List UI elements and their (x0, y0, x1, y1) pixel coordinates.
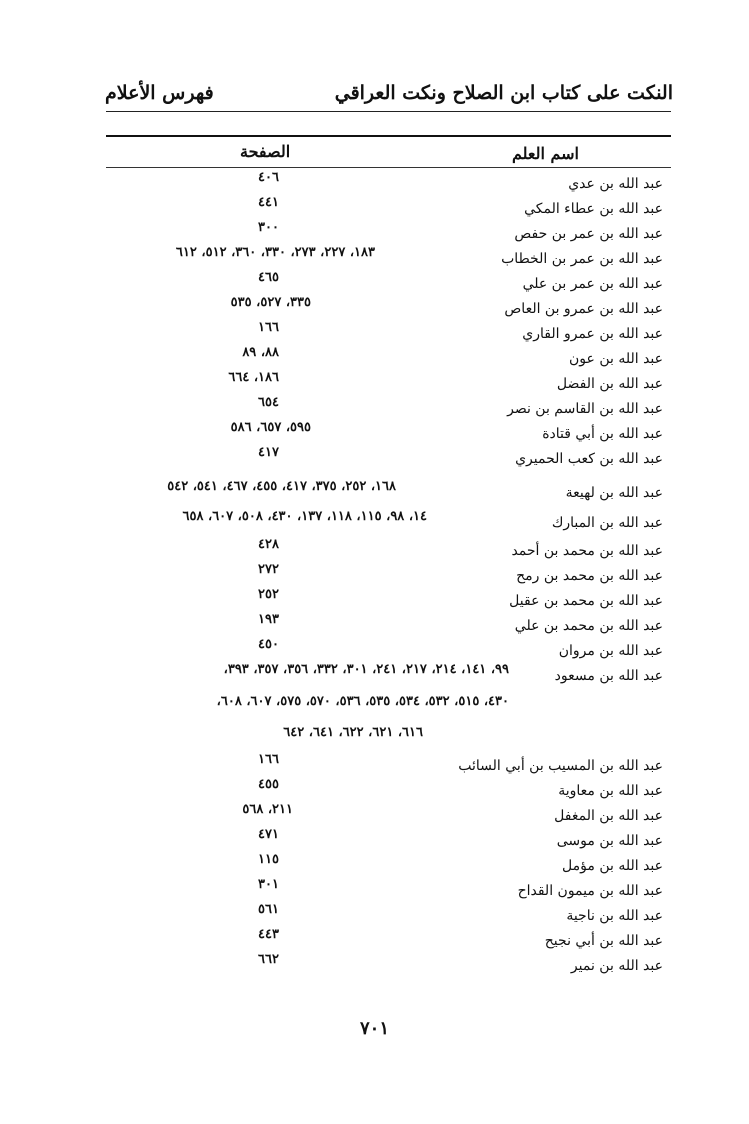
entry-name: عبد الله بن ناجية (566, 908, 663, 924)
table-row (0, 662, 749, 690)
table-row (0, 445, 749, 473)
table-row (0, 345, 749, 373)
entry-pages: ١٦٨، ٢٥٢، ٣٧٥، ٤١٧، ٤٥٥، ٤٦٧، ٥٤١، ٥٤٢ (167, 479, 396, 494)
table-row (0, 395, 749, 423)
entry-pages: ٥٦١ (258, 902, 279, 917)
table-row (0, 245, 749, 273)
running-header-section-title: فهرس الأعلام (105, 82, 214, 104)
entry-name: عبد الله بن لهيعة (565, 485, 663, 501)
table-row (0, 827, 749, 855)
entry-pages: ٣٠٠ (258, 220, 279, 235)
entry-name: عبد الله بن موسى (556, 833, 663, 849)
entry-name: عبد الله بن أبي نجيح (544, 933, 663, 949)
entry-pages: ١٦٦ (258, 320, 279, 335)
table-header-rule (106, 167, 671, 168)
table-row (0, 295, 749, 323)
table-row (0, 752, 749, 780)
entry-name: عبد الله بن عمر بن الخطاب (501, 251, 663, 267)
table-row (0, 802, 749, 830)
entry-pages: ٨٨، ٨٩ (242, 345, 279, 360)
table-row (0, 852, 749, 880)
entry-pages: ١٦٦ (258, 752, 279, 767)
entry-pages: ٤٤١ (258, 195, 279, 210)
entry-pages: ٤٣٠، ٥١٥، ٥٣٢، ٥٣٤، ٥٣٥، ٥٣٦، ٥٧٠، ٥٧٥، ٦٠٧، ٦٠٨، (216, 694, 509, 709)
entry-pages: ١١٥ (258, 852, 279, 867)
table-row (0, 927, 749, 955)
table-row-continuation (0, 694, 749, 722)
entry-name: عبد الله بن أبي قتادة (542, 426, 663, 442)
entry-pages: ٩٩، ١٤١، ٢١٤، ٢١٧، ٢٤١، ٣٠١، ٣٣٢، ٣٥٦، ٣٥٧، ٣٩٣، (223, 662, 509, 677)
running-header-book-title: النكت على كتاب ابن الصلاح ونكت العراقي (334, 82, 673, 104)
table-row (0, 587, 749, 615)
table-row (0, 612, 749, 640)
entry-pages: ٤٥٥ (258, 777, 279, 792)
table-row (0, 170, 749, 198)
entry-pages: ٢١١، ٥٦٨ (242, 802, 293, 817)
entry-pages: ٣٣٥، ٥٢٧، ٥٣٥ (230, 295, 311, 310)
table-row (0, 370, 749, 398)
entry-name: عبد الله بن عون (569, 351, 663, 367)
entry-pages: ٤٦٥ (258, 270, 279, 285)
entry-pages: ٣٠١ (258, 877, 279, 892)
entry-pages: ٤٤٣ (258, 927, 279, 942)
page-number: ٧٠١ (359, 1018, 389, 1039)
entry-name: عبد الله بن كعب الحميري (515, 451, 663, 467)
entry-name: عبد الله بن المبارك (551, 515, 663, 531)
entry-name: عبد الله بن عمرو بن العاص (504, 301, 663, 317)
entry-pages: ٤١٧ (258, 445, 279, 460)
entry-name: عبد الله بن عمر بن علي (522, 276, 663, 292)
entry-pages: ٤٧١ (258, 827, 279, 842)
column-header-name: اسم العلم (511, 144, 579, 163)
table-row (0, 509, 749, 537)
entry-name: عبد الله بن مؤمل (562, 858, 663, 874)
entry-name: عبد الله بن المغفل (554, 808, 663, 824)
entry-name: عبد الله بن ميمون القداح (517, 883, 663, 899)
table-row (0, 877, 749, 905)
table-row (0, 479, 749, 507)
header-rule (106, 111, 671, 112)
entry-pages: ٤٠٦ (258, 170, 279, 185)
entry-name: عبد الله بن القاسم بن نصر (507, 401, 663, 417)
entry-name: عبد الله بن الفضل (556, 376, 663, 392)
table-row-continuation (0, 725, 749, 753)
entry-pages: ٥٩٥، ٦٥٧، ٥٨٦ (230, 420, 311, 435)
entry-name: عبد الله بن معاوية (558, 783, 663, 799)
entry-name: عبد الله بن نمير (570, 958, 663, 974)
entry-pages: ٤٢٨ (258, 537, 279, 552)
entry-pages: ١٨٦، ٦٦٤ (228, 370, 279, 385)
table-row (0, 777, 749, 805)
table-top-rule (106, 135, 671, 137)
entry-name: عبد الله بن محمد بن عقيل (509, 593, 663, 609)
entry-pages: ٢٥٢ (258, 587, 279, 602)
entry-pages: ٦٦٢ (258, 952, 279, 967)
table-row (0, 195, 749, 223)
table-row (0, 902, 749, 930)
table-row (0, 420, 749, 448)
table-row (0, 320, 749, 348)
table-row (0, 270, 749, 298)
entry-name: عبد الله بن عدي (568, 176, 663, 192)
entry-pages: ١٨٣، ٢٢٧، ٢٧٣، ٣٣٠، ٣٦٠، ٥١٢، ٦١٢ (175, 245, 375, 260)
entry-name: عبد الله بن عمرو القاري (522, 326, 663, 342)
entry-pages: ١٩٣ (258, 612, 279, 627)
column-header-page: الصفحة (240, 142, 291, 161)
entry-name: عبد الله بن محمد بن أحمد (511, 543, 663, 559)
entry-pages: ٦٥٤ (258, 395, 279, 410)
entry-name: عبد الله بن محمد بن رمح (516, 568, 663, 584)
entry-name: عبد الله بن المسيب بن أبي السائب (458, 758, 663, 774)
entry-name: عبد الله بن عطاء المكي (524, 201, 663, 217)
entry-name: عبد الله بن مروان (558, 643, 663, 659)
entry-name: عبد الله بن محمد بن علي (514, 618, 663, 634)
entry-name: عبد الله بن مسعود (554, 668, 663, 684)
entry-pages: ٢٧٢ (258, 562, 279, 577)
table-row (0, 537, 749, 565)
entry-name: عبد الله بن عمر بن حفص (514, 226, 663, 242)
table-row (0, 562, 749, 590)
table-row (0, 952, 749, 980)
entry-pages: ١٤، ٩٨، ١١٥، ١١٨، ١٣٧، ٤٣٠، ٥٠٨، ٦٠٧، ٦٥٨ (182, 509, 427, 524)
entry-pages: ٦١٦، ٦٢١، ٦٢٢، ٦٤١، ٦٤٢ (283, 725, 423, 740)
entry-pages: ٤٥٠ (258, 637, 279, 652)
